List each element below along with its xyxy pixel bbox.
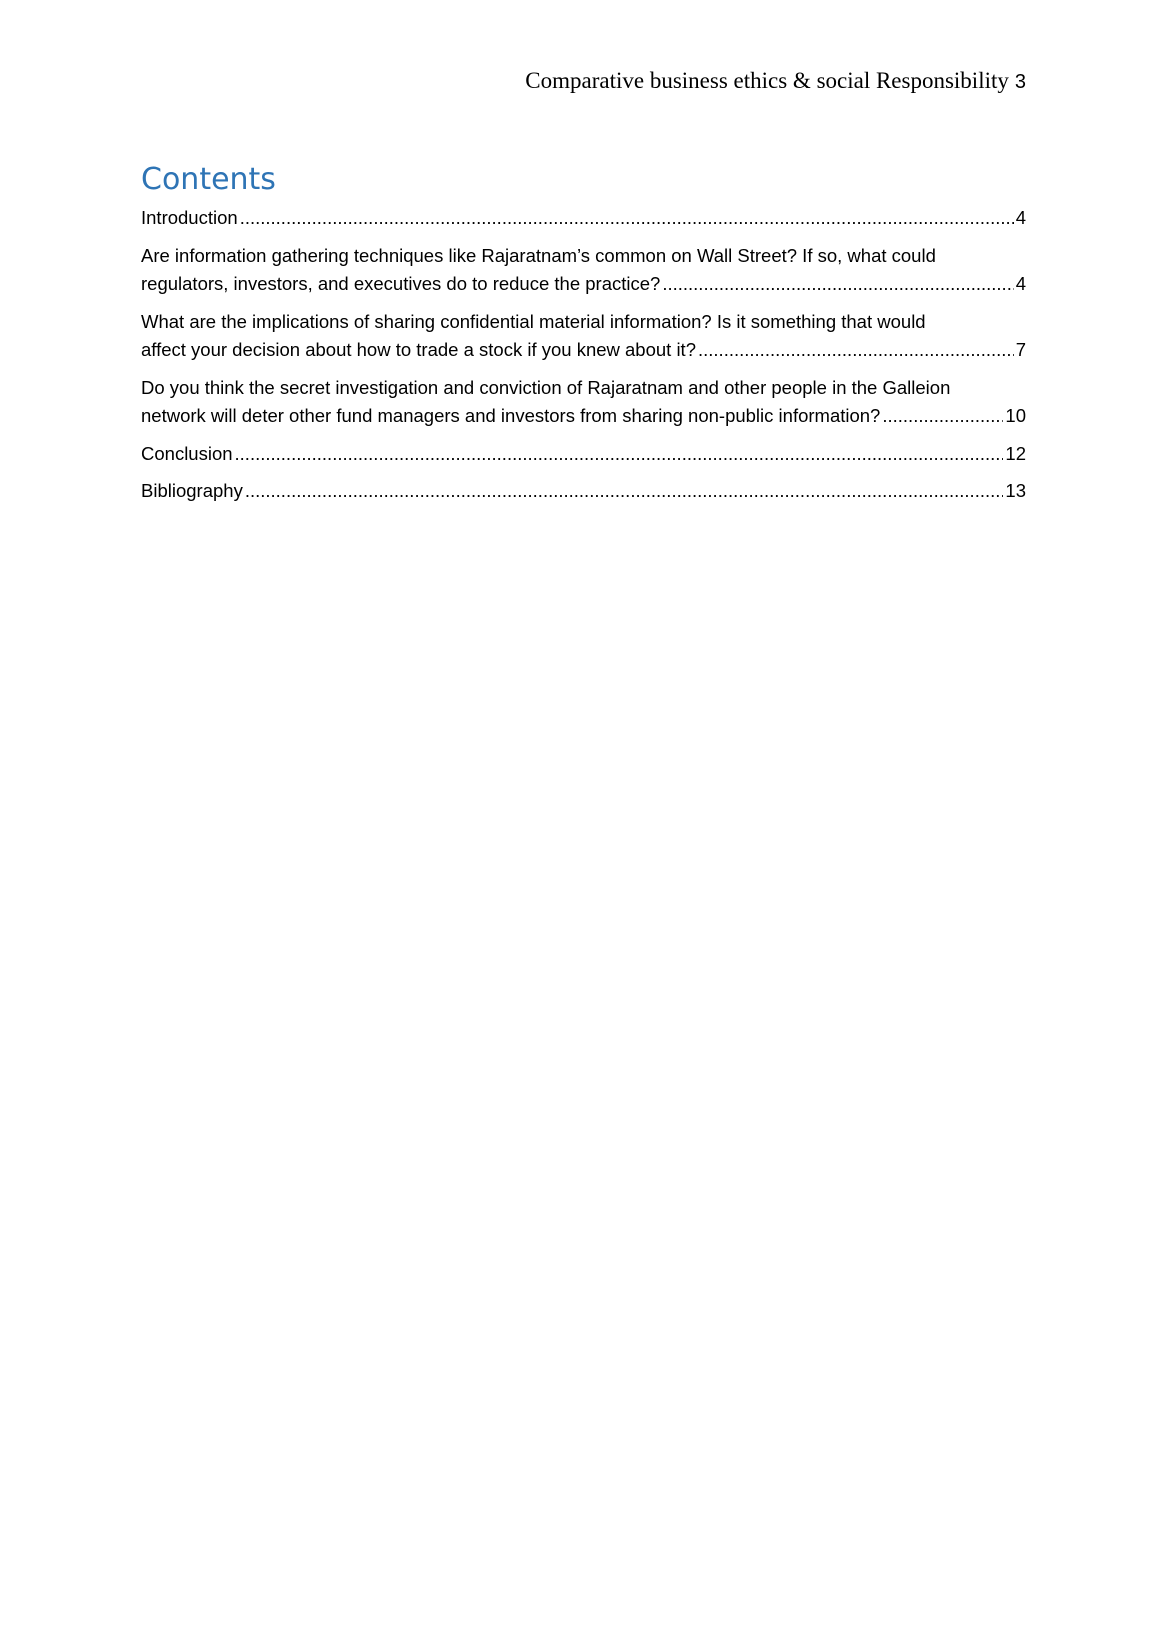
- toc-page-number: 4: [1015, 273, 1026, 294]
- toc-dot-leader: [240, 204, 1014, 233]
- toc-title: Contents: [141, 162, 276, 197]
- toc-page-number: 12: [1005, 442, 1026, 464]
- toc-page-number: 13: [1005, 480, 1026, 501]
- toc-entry-text: Bibliography: [141, 480, 243, 501]
- running-header: [525, 68, 1026, 94]
- toc-dot-leader: [662, 270, 1013, 299]
- toc-page-number: 7: [1015, 339, 1026, 360]
- toc-dot-leader: [245, 477, 1004, 506]
- toc-entry-text: affect your decision about how to trade a stock if you knew about it?: [141, 339, 696, 360]
- toc-entry-information-gathering[interactable]: [141, 242, 1026, 299]
- toc-page-number: 10: [1005, 405, 1026, 426]
- toc-dot-leader: [882, 402, 1003, 431]
- header-page-number: 3: [1014, 71, 1026, 93]
- toc-entry-text: Do you think the secret investigation and conviction of Rajaratnam and other people in the Galleion: [141, 376, 951, 398]
- toc-entry-investigation[interactable]: [141, 374, 1026, 431]
- toc-entry-bibliography[interactable]: [141, 477, 1026, 506]
- toc-entry-introduction[interactable]: [141, 204, 1026, 233]
- toc-entry-implications[interactable]: [141, 308, 1026, 365]
- toc-entry-text: network will deter other fund managers and investors from sharing non-public information?: [141, 405, 881, 426]
- header-title: Comparative business ethics & social Responsibility: [525, 68, 1009, 93]
- toc-entry-text: What are the implications of sharing confidential material information? Is it something that would: [141, 310, 926, 332]
- toc-entry-text: Conclusion: [141, 442, 233, 464]
- toc-dot-leader: [235, 440, 1004, 469]
- toc-entry-text: regulators, investors, and executives do to reduce the practice?: [141, 273, 661, 294]
- toc-entry-conclusion[interactable]: [141, 440, 1026, 469]
- toc-page-number: 4: [1015, 207, 1026, 228]
- toc-dot-leader: [698, 336, 1014, 365]
- toc-entry-text: Introduction: [141, 207, 238, 228]
- toc-entry-text: Are information gathering techniques like Rajaratnam’s common on Wall Street? If so, what could: [141, 244, 936, 266]
- table-of-contents: [141, 160, 1026, 515]
